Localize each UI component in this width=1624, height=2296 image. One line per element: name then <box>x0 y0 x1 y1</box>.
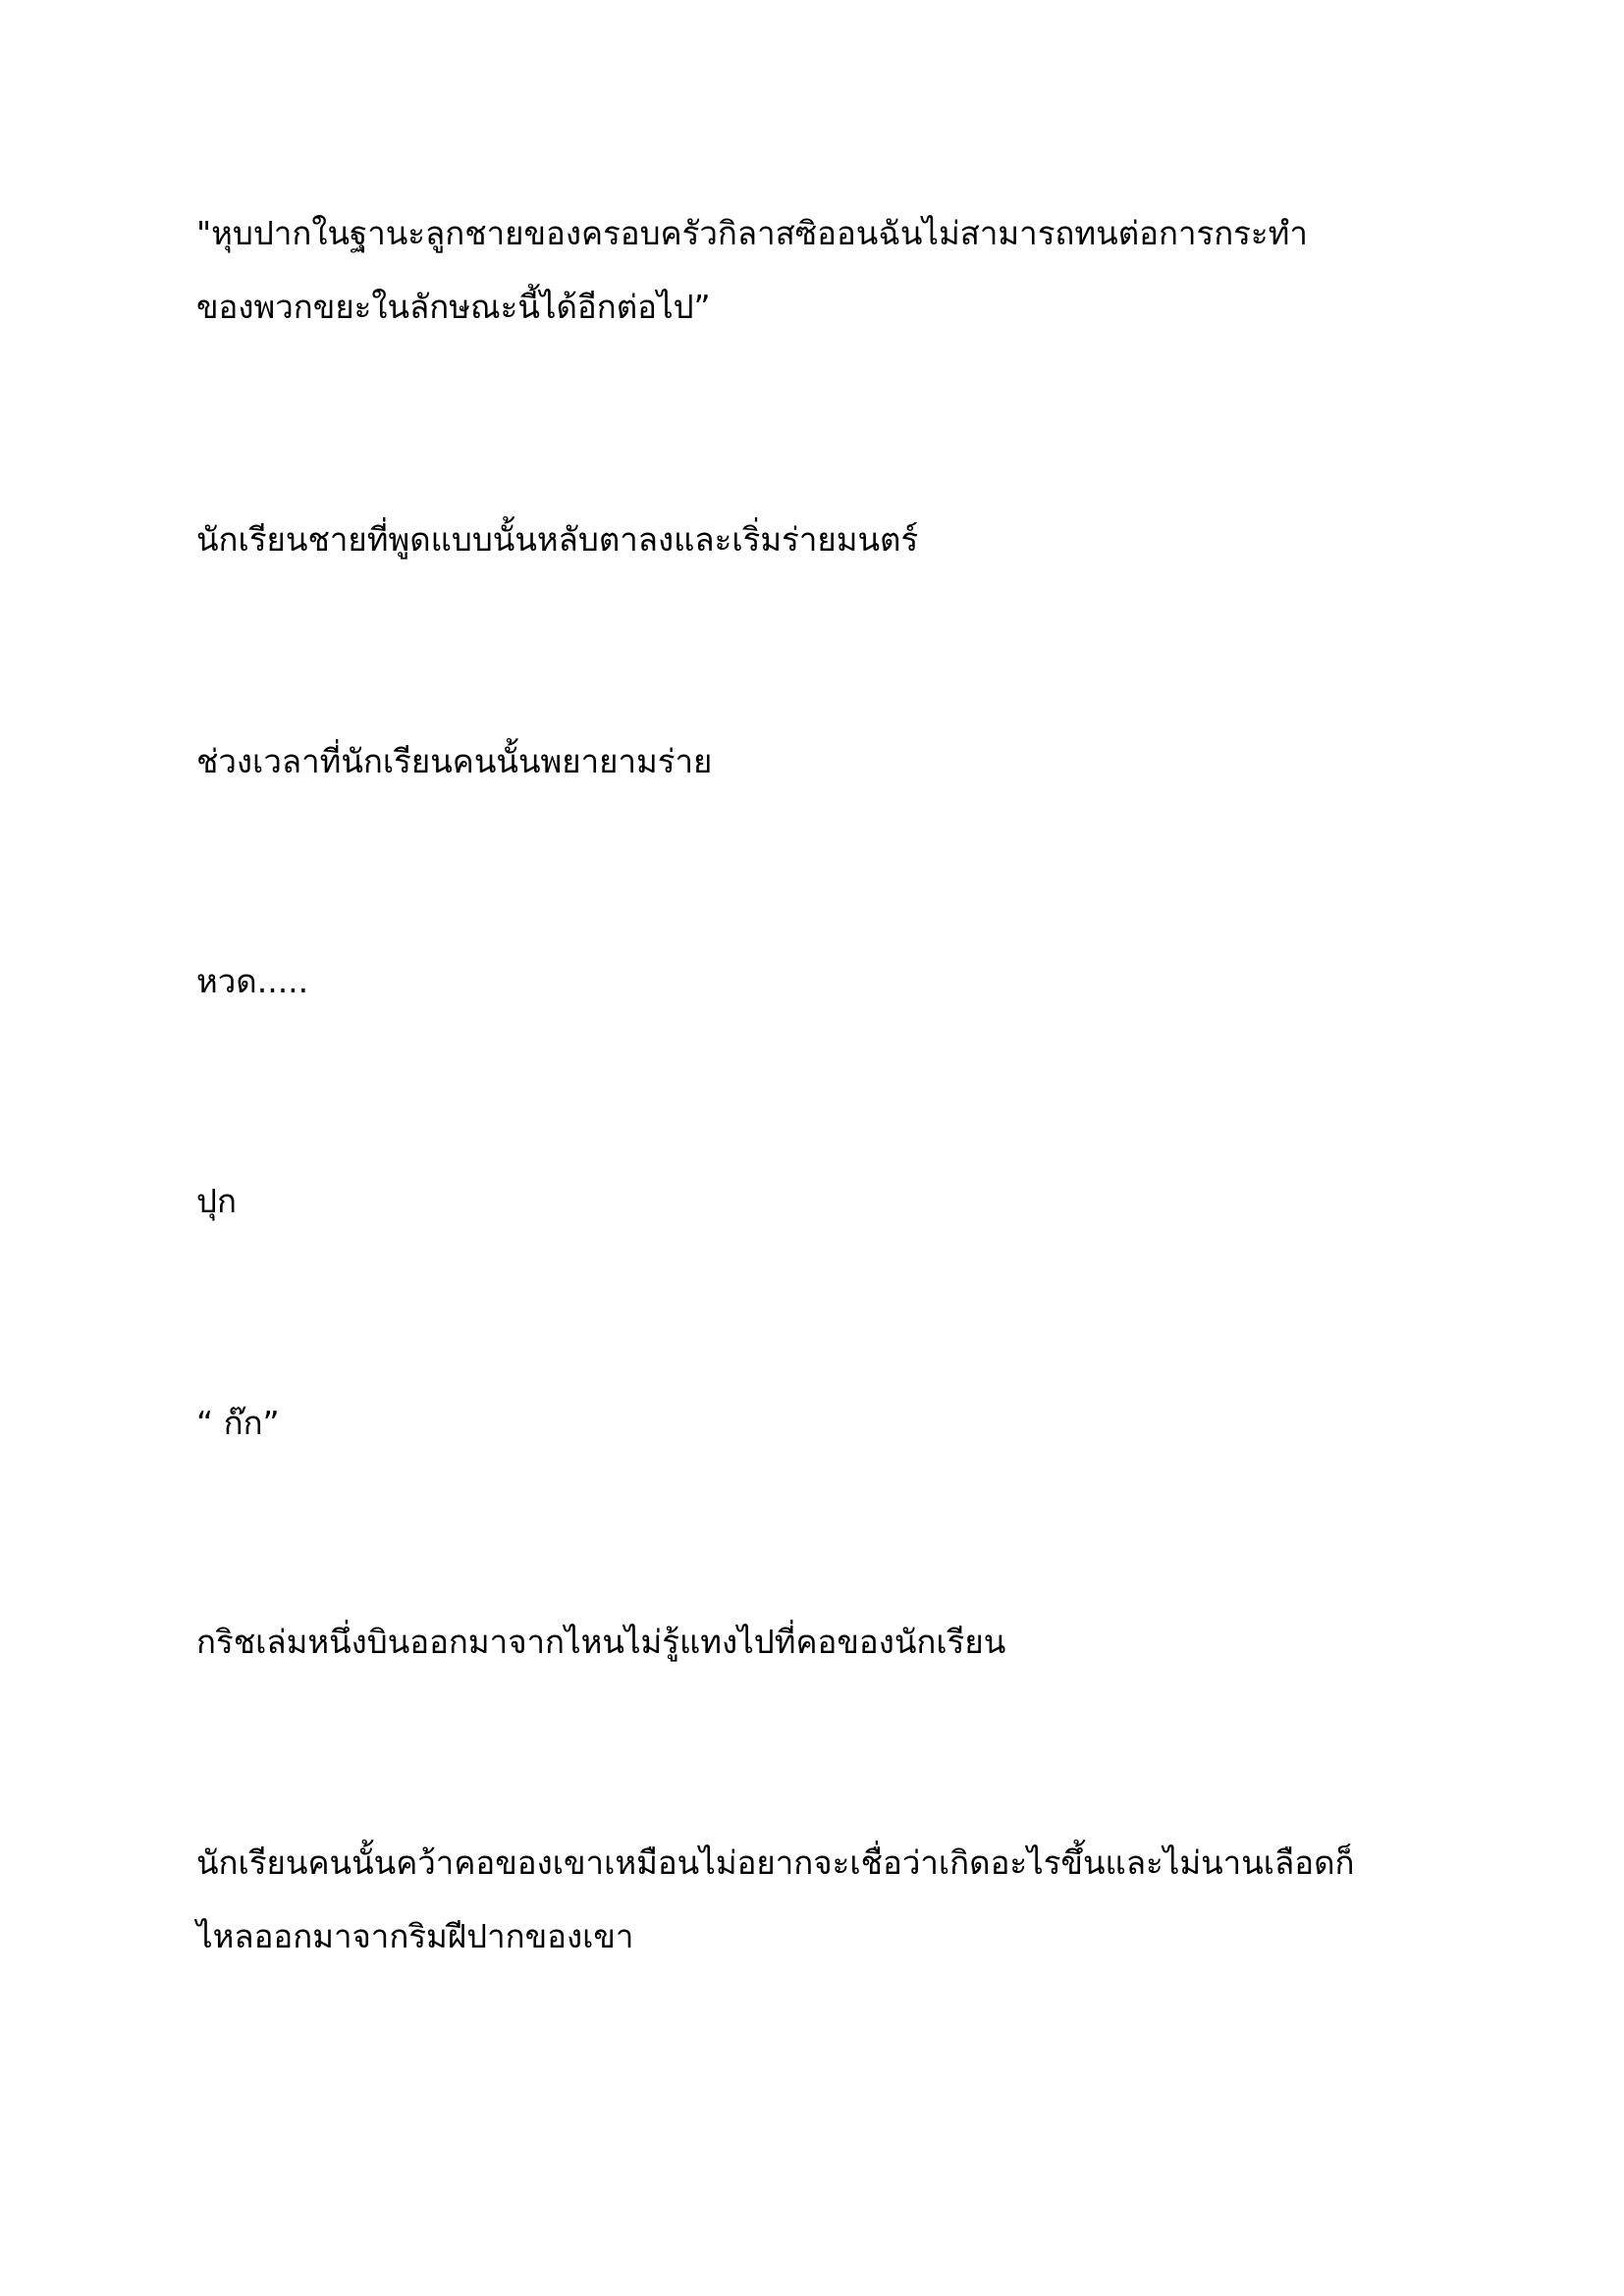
paragraph-2 <box>196 503 1473 576</box>
paragraph-line: กริชเล่มหนึ่งบินออกมาจากไหนไม่รู้แทงไปที่คอของนักเรียน <box>196 1623 1006 1661</box>
paragraph-line: นักเรียนชายที่พูดแบบนั้นหลับตาลงและเริ่มร่ายมนตร์ <box>196 520 919 559</box>
paragraph-line: ของพวกขยะในลักษณะนี้ได้อีกต่อไป” <box>196 288 711 326</box>
paragraph-5 <box>196 1164 1473 1238</box>
paragraph-3 <box>196 724 1473 798</box>
paragraph-line: “ ก๊ก” <box>196 1404 280 1442</box>
paragraph-1 <box>196 196 1473 344</box>
paragraph-line: นักเรียนคนนั้นคว้าคอของเขาเหมือนไม่อยากจะเชื่อว่าเกิดอะไรขึ้นและไม่นานเลือดก็ <box>196 1843 1355 1882</box>
paragraph-8 <box>196 1826 1473 1973</box>
paragraph-line: ปุก <box>196 1182 237 1220</box>
paragraph-line: ช่วงเวลาที่นักเรียนคนนั้นพยายามร่าย <box>196 742 713 780</box>
paragraph-line: ไหลออกมาจากริมฝีปากของเขา <box>196 1917 634 1955</box>
paragraph-line: "หุบปากในฐานะลูกชายของครอบครัวกิลาสซิออนฉันไม่สามารถทนต่อการกระทำ <box>196 214 1308 252</box>
paragraph-6 <box>196 1386 1473 1460</box>
paragraph-7 <box>196 1605 1473 1679</box>
paragraph-line: หวด..... <box>196 962 309 1000</box>
paragraph-4 <box>196 944 1473 1018</box>
